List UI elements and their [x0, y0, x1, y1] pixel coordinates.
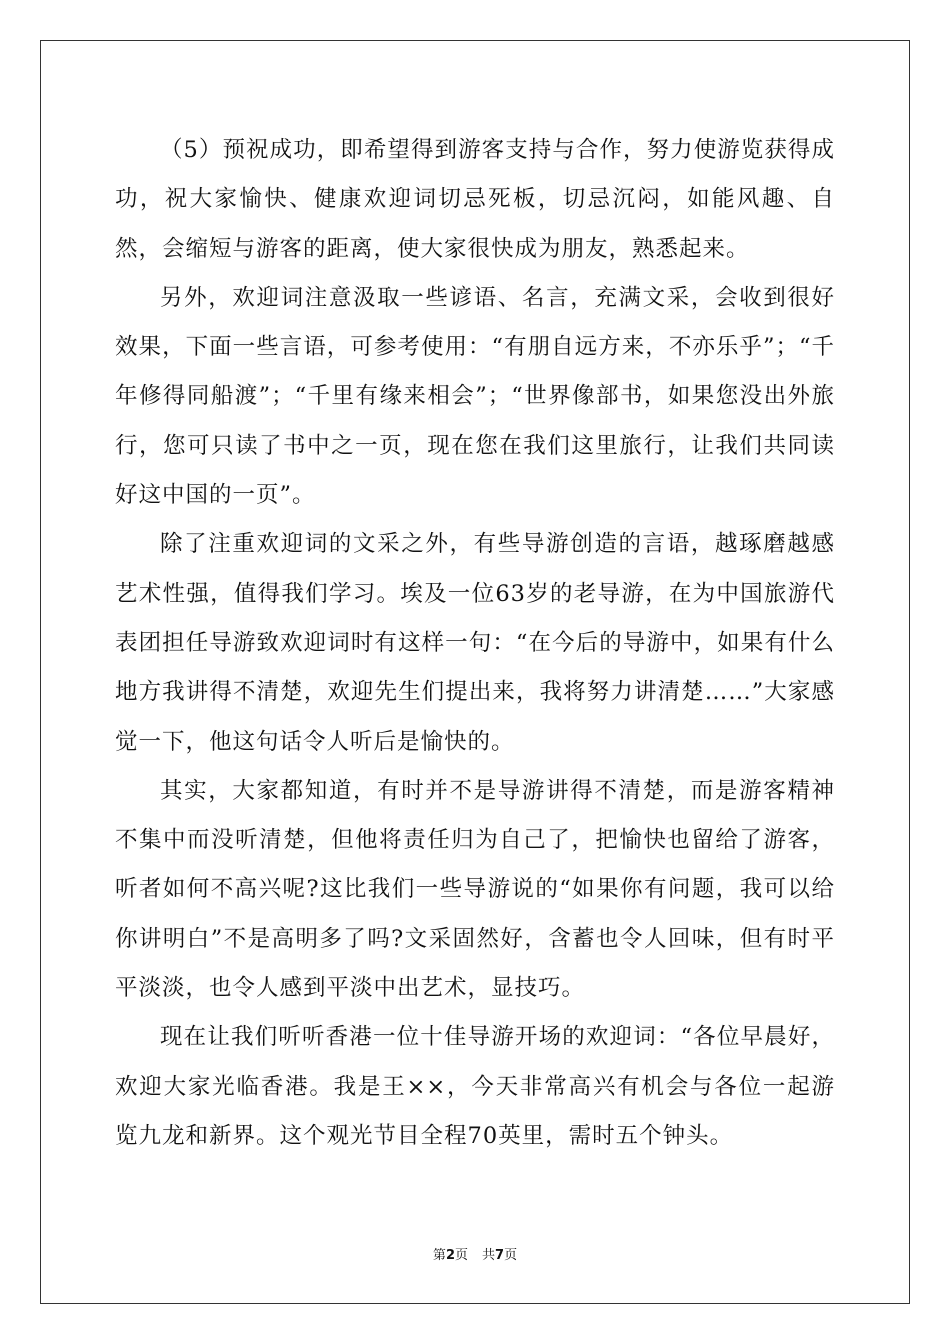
paragraph-3: 除了注重欢迎词的文采之外，有些导游创造的言语，越琢磨越感艺术性强，值得我们学习。埃及一位63岁的老导游，在为中国旅游代表团担任导游致欢迎词时有这样一句：“在今后的导游中，如果有什么地方我讲得不清楚，欢迎先生们提出来，我将努力讲清楚……”大家感觉一下，他这句话令人听后是愉快的。 [115, 531, 835, 755]
paragraph-1: （5）预祝成功，即希望得到游客支持与合作，努力使游览获得成功，祝大家愉快、健康欢迎词切忌死板，切忌沉闷，如能风趣、自然，会缩短与游客的距离，使大家很快成为朋友，熟悉起来。 [115, 137, 835, 262]
paragraph-5: 现在让我们听听香港一位十佳导游开场的欢迎词：“各位早晨好，欢迎大家光临香港。我是王××，今天非常高兴有机会与各位一起游览九龙和新界。这个观光节目全程70英里，需时五个钟头。 [115, 1024, 835, 1149]
paragraph-4: 其实，大家都知道，有时并不是导游讲得不清楚，而是游客精神不集中而没听清楚，但他将责任归为自己了，把愉快也留给了游客，听者如何不高兴呢?这比我们一些导游说的“如果你有问题，我可以给你讲明白”不是高明多了吗?文采固然好，含蓄也令人回味，但有时平平淡淡，也令人感到平淡中出艺术，显技巧。 [115, 777, 835, 1002]
footer-total-suffix: 页 [504, 1248, 518, 1263]
document-body [115, 126, 835, 1161]
footer-page-prefix: 第 [432, 1248, 446, 1263]
paragraph-2: 另外，欢迎词注意汲取一些谚语、名言，充满文采，会收到很好效果，下面一些言语，可参考使用：“有朋自远方来，不亦乐乎”；“千年修得同船渡”；“千里有缘来相会”；“世界像部书，如果您没出外旅行，您可只读了书中之一页，现在您在我们这里旅行，让我们共同读好这中国的一页”。 [115, 284, 835, 509]
footer-page-suffix: 页 [454, 1248, 468, 1263]
footer-page-number: 2 [445, 1248, 455, 1263]
page-footer [0, 1244, 950, 1263]
footer-total-prefix: 共 [482, 1248, 496, 1263]
footer-total-pages: 7 [495, 1248, 505, 1263]
